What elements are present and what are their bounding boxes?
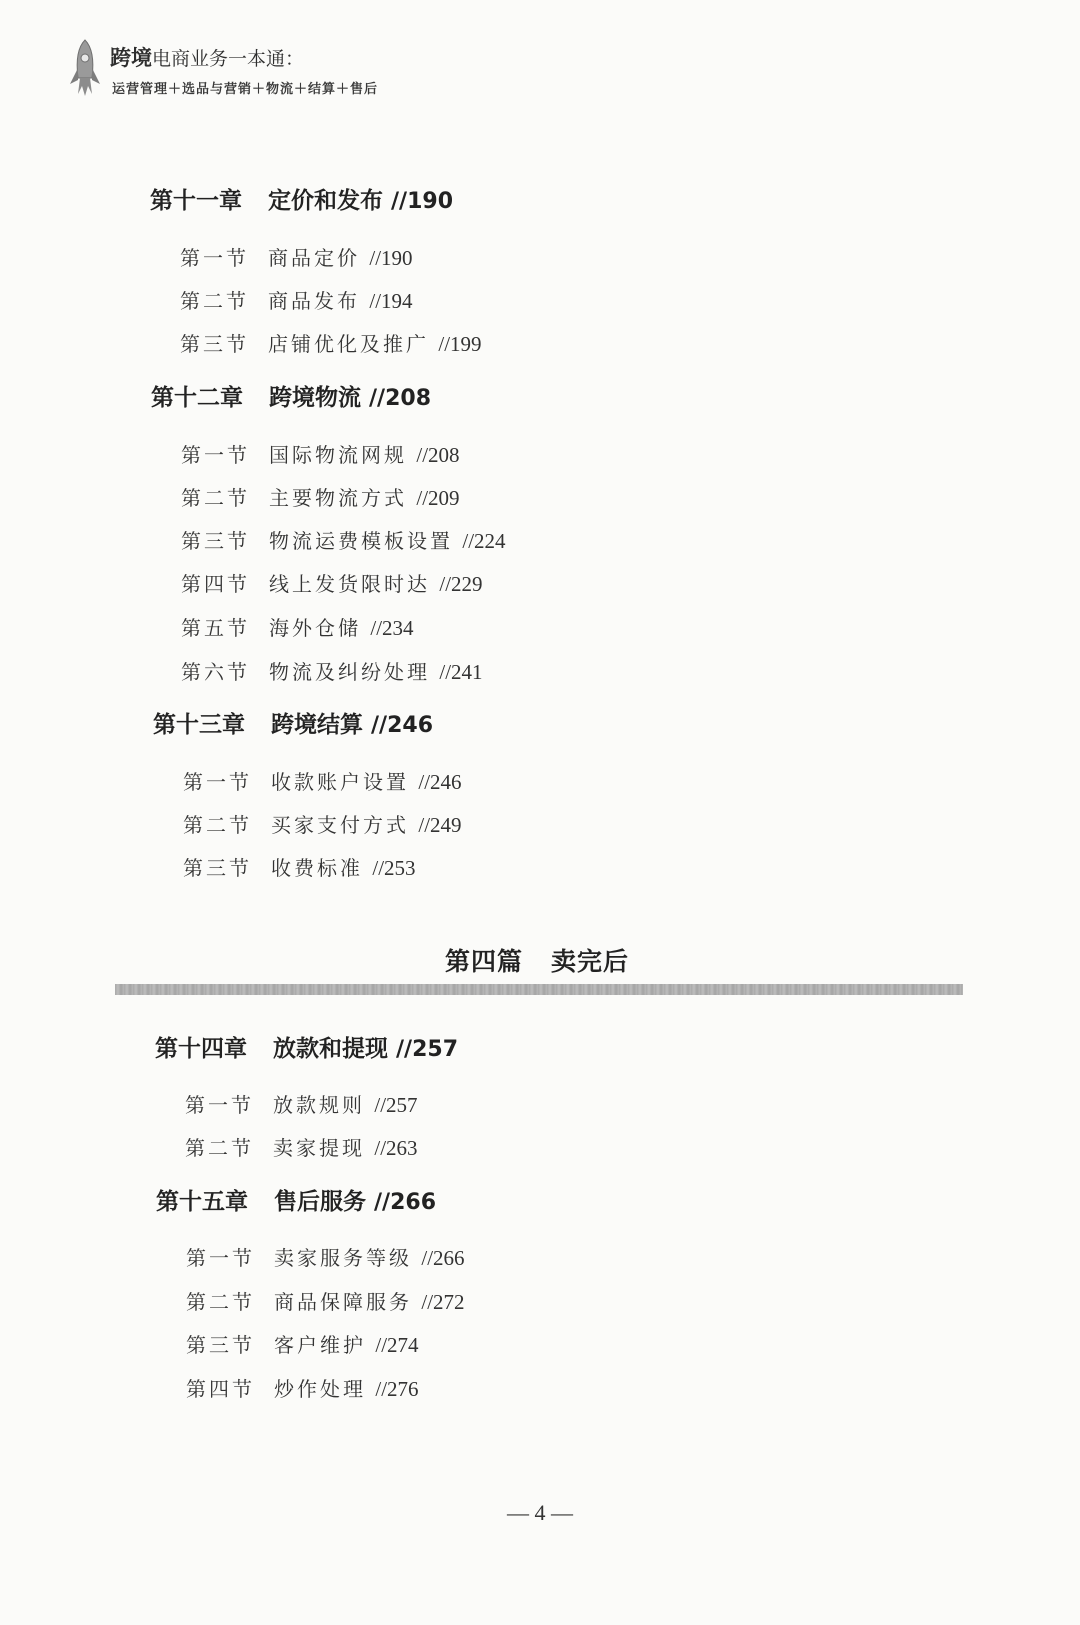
section-page: //224 [462,529,506,553]
section-page: //263 [374,1136,418,1160]
section-number: 第一节 [183,770,252,794]
section-title: 买家支付方式 [271,813,409,837]
toc-section[interactable] [185,1089,418,1118]
chapter-title: 跨境结算 [271,712,363,738]
toc-section[interactable] [183,766,462,795]
section-number: 第二节 [185,1136,254,1160]
section-page: //253 [372,856,416,880]
section-page: //209 [416,486,460,510]
section-title: 主要物流方式 [269,486,407,510]
section-title: 物流及纠纷处理 [269,660,430,684]
section-number: 第一节 [180,246,249,270]
chapter-number: 第十四章 [155,1036,247,1062]
toc-section[interactable] [186,1329,419,1358]
section-title: 线上发货限时达 [269,572,430,596]
section-page: //266 [421,1246,465,1270]
section-number: 第四节 [181,572,250,596]
book-header [68,38,528,100]
section-title: 海外仓储 [269,616,361,640]
section-title: 卖家服务等级 [274,1246,412,1270]
chapter-page: //190 [391,189,454,214]
section-number: 第五节 [181,616,250,640]
chapter-page: //266 [374,1190,437,1215]
toc-section[interactable] [181,656,483,685]
toc-chapter[interactable] [156,1183,436,1216]
chapter-number: 第十五章 [156,1189,248,1215]
part-divider [115,984,963,995]
chapter-number: 第十一章 [150,188,242,214]
toc-chapter[interactable] [150,182,453,215]
section-title: 收款账户设置 [271,770,409,794]
chapter-title: 定价和发布 [268,188,383,214]
toc-section[interactable] [180,242,413,271]
part-title: 卖完后 [551,947,630,976]
section-number: 第三节 [183,856,252,880]
toc-section[interactable] [185,1132,418,1161]
chapter-number: 第十二章 [151,385,243,411]
section-page: //234 [370,616,414,640]
toc-section[interactable] [180,328,482,357]
section-number: 第六节 [181,660,250,684]
book-title-strong: 跨境 [110,46,152,70]
section-page: //208 [416,443,460,467]
section-title: 炒作处理 [274,1377,366,1401]
toc-section[interactable] [181,482,460,511]
rocket-icon [68,38,102,98]
chapter-page: //257 [396,1037,459,1062]
section-title: 店铺优化及推广 [268,332,429,356]
toc-section[interactable] [181,525,506,554]
toc-section[interactable] [181,612,414,641]
section-number: 第三节 [186,1333,255,1357]
book-title [110,42,304,72]
chapter-title: 跨境物流 [269,385,361,411]
section-number: 第二节 [180,289,249,313]
chapter-page: //208 [369,386,432,411]
toc-section[interactable] [186,1286,465,1315]
book-subtitle: 运营管理＋选品与营销＋物流＋结算＋售后 [112,82,379,97]
section-title: 商品保障服务 [274,1290,412,1314]
section-page: //272 [421,1290,465,1314]
section-page: //229 [439,572,483,596]
toc-section[interactable] [186,1373,419,1402]
section-number: 第二节 [186,1290,255,1314]
toc-chapter[interactable] [151,379,431,412]
section-number: 第一节 [181,443,250,467]
section-title: 国际物流网规 [269,443,407,467]
section-title: 放款规则 [273,1093,365,1117]
section-number: 第三节 [181,529,250,553]
section-number: 第四节 [186,1377,255,1401]
toc-section[interactable] [186,1242,465,1271]
toc-section[interactable] [180,285,413,314]
section-title: 商品发布 [268,289,360,313]
section-page: //199 [438,332,482,356]
section-page: //190 [369,246,413,270]
toc-chapter[interactable] [155,1030,458,1063]
toc-section[interactable] [181,568,483,597]
section-page: //241 [439,660,483,684]
book-title-rest: 电商业务一本通： [152,48,305,70]
toc-section[interactable] [183,852,416,881]
section-page: //274 [375,1333,419,1357]
section-title: 卖家提现 [273,1136,365,1160]
chapter-title: 放款和提现 [273,1036,388,1062]
section-number: 第二节 [183,813,252,837]
section-number: 第一节 [186,1246,255,1270]
section-page: //276 [375,1377,419,1401]
section-page: //257 [374,1093,418,1117]
part-number: 第四篇 [445,947,524,976]
section-title: 客户维护 [274,1333,366,1357]
section-page: //194 [369,289,413,313]
toc-chapter[interactable] [153,706,433,739]
toc-section[interactable] [183,809,462,838]
part-heading [445,942,629,978]
section-title: 收费标准 [271,856,363,880]
page-number: — 4 — [507,1500,573,1525]
section-number: 第三节 [180,332,249,356]
chapter-title: 售后服务 [274,1189,366,1215]
chapter-page: //246 [371,713,434,738]
section-number: 第一节 [185,1093,254,1117]
section-page: //249 [418,813,462,837]
section-title: 商品定价 [268,246,360,270]
toc-section[interactable] [181,439,460,468]
section-title: 物流运费模板设置 [269,529,453,553]
chapter-number: 第十三章 [153,712,245,738]
section-page: //246 [418,770,462,794]
section-number: 第二节 [181,486,250,510]
